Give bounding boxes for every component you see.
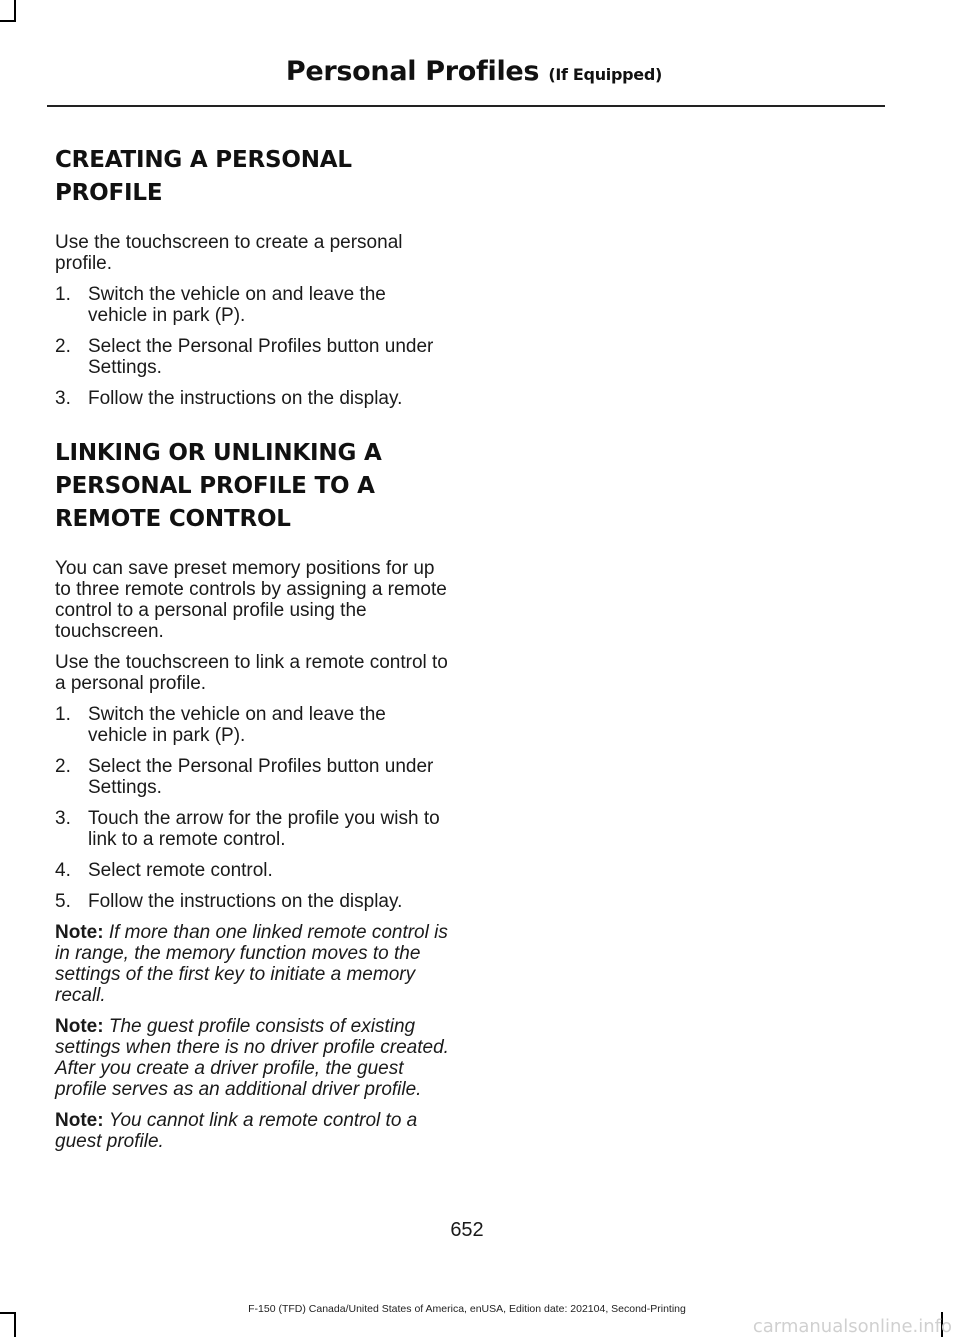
note-text: The guest profile consists of existing settings when there is no driver profile created. After you create a driver profile, the guest profile serves as an additional driver profile. bbox=[55, 1016, 449, 1100]
note-paragraph bbox=[55, 1110, 450, 1152]
list-item: 4. Select remote control. bbox=[55, 860, 273, 881]
list-item: 3. Follow the instructions on the display. bbox=[55, 388, 403, 409]
crop-mark bbox=[14, 1312, 16, 1337]
page-number: 652 bbox=[450, 1219, 484, 1241]
header-title-text: Personal Profiles bbox=[285, 56, 540, 87]
crop-mark bbox=[14, 0, 16, 22]
note-label: Note: bbox=[55, 922, 104, 943]
note-label: Note: bbox=[55, 1110, 104, 1131]
list-item: 1. Switch the vehicle on and leave the vehicle in park (P). bbox=[55, 704, 386, 746]
note-paragraph bbox=[55, 922, 450, 1006]
steps-list-linking bbox=[55, 704, 450, 912]
list-item: 1. Switch the vehicle on and leave the vehicle in park (P). bbox=[55, 284, 386, 326]
edition-footer: F-150 (TFD) Canada/United States of America, enUSA, Edition date: 202104, Second-Printing bbox=[248, 1303, 686, 1315]
note-label: Note: bbox=[55, 1016, 104, 1037]
intro-paragraph: Use the touchscreen to create a personal profile. bbox=[55, 232, 403, 274]
list-item: 5. Follow the instructions on the display. bbox=[55, 891, 403, 912]
section-heading-linking: LINKING OR UNLINKING A PERSONAL PROFILE TO A REMOTE CONTROL bbox=[55, 440, 382, 532]
list-item: 2. Select the Personal Profiles button under Settings. bbox=[55, 756, 434, 798]
body-paragraph: You can save preset memory positions for up to three remote controls by assigning a remote control to a personal profile using the touchscreen. bbox=[55, 558, 447, 642]
header-suffix: (If Equipped) bbox=[548, 65, 662, 84]
steps-list-creating bbox=[55, 284, 450, 409]
header-divider bbox=[47, 105, 885, 107]
note-text: If more than one linked remote control is in range, the memory function moves to the settings of the first key to initiate a memory recall. bbox=[55, 922, 448, 1006]
note-text: You cannot link a remote control to a guest profile. bbox=[55, 1110, 418, 1152]
page-header-title bbox=[286, 56, 662, 87]
note-paragraph bbox=[55, 1016, 450, 1100]
crop-mark bbox=[0, 20, 16, 22]
watermark: carmanualsonline.info bbox=[752, 1316, 952, 1337]
main-content bbox=[55, 144, 450, 1162]
list-item: 2. Select the Personal Profiles button under Settings. bbox=[55, 336, 434, 378]
body-paragraph: Use the touchscreen to link a remote control to a personal profile. bbox=[55, 652, 448, 694]
section-heading-creating: CREATING A PERSONAL PROFILE bbox=[55, 147, 352, 206]
list-item: 3. Touch the arrow for the profile you wish to link to a remote control. bbox=[55, 808, 440, 850]
